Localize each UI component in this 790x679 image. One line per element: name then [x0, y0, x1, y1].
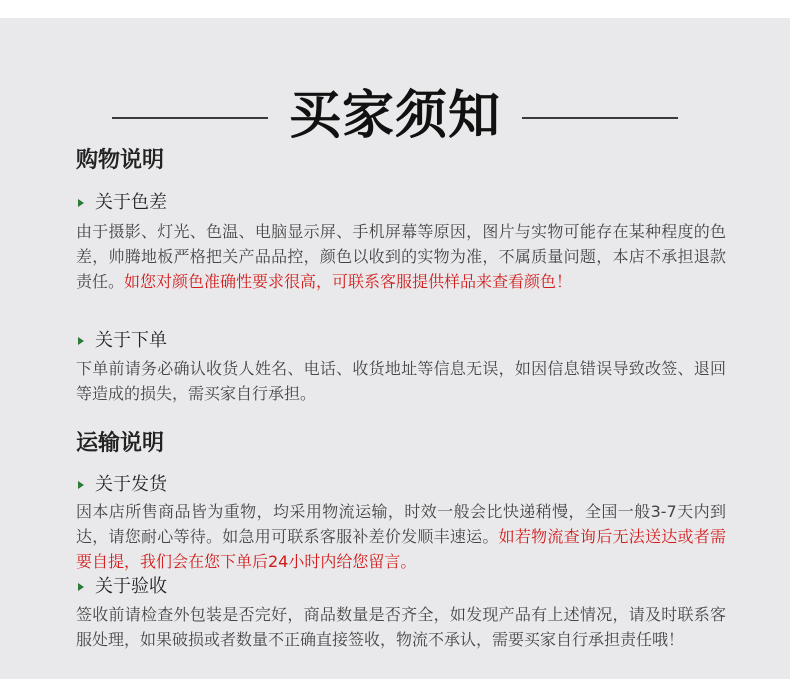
- bullet-triangle-icon: [78, 199, 84, 207]
- subheading-label: 关于验收: [95, 576, 167, 597]
- subheading-label: 关于下单: [95, 330, 167, 351]
- subheading-label: 关于色差: [95, 192, 167, 213]
- subheading-label: 关于发货: [95, 474, 167, 495]
- section-heading-shopping: 购物说明: [76, 148, 165, 173]
- subheading-order: [76, 328, 167, 354]
- bullet-triangle-icon: [78, 583, 84, 591]
- bullet-triangle-icon: [78, 337, 84, 345]
- page-title: 买家须知: [288, 86, 501, 146]
- paragraph-text: 因本店所售商品皆为重物，均采用物流运输，时效一般会比快递稍慢，全国一般3-7天内到达，请您耐心等待。如急用可联系客服补差价发顺丰速运。: [76, 502, 726, 546]
- subheading-delivery: [76, 472, 167, 498]
- paragraph-color-diff: [76, 219, 726, 294]
- subheading-acceptance: [76, 574, 167, 600]
- section-heading-shipping: 运输说明: [76, 431, 165, 456]
- paragraph-delivery: [76, 499, 726, 574]
- title-divider-right: [522, 117, 678, 119]
- paragraph-order: [76, 356, 726, 406]
- paragraph-acceptance: [76, 602, 726, 652]
- subheading-color-diff: [76, 190, 167, 216]
- highlight-text: 如您对颜色准确性要求很高，可联系客服提供样品来查看颜色！: [124, 272, 573, 291]
- highlight-text: 如若物流查询后无法送达或者需要自提，我们会在您下单后24小时内给您留言。: [76, 527, 726, 571]
- paragraph-text: 下单前请务必确认收货人姓名、电话、收货地址等信息无误，如因信息错误导致改签、退回等造成的损失，需买家自行承担。: [76, 359, 726, 403]
- paragraph-text: 由于摄影、灯光、色温、电脑显示屏、手机屏幕等原因，图片与实物可能存在某种程度的色差，帅腾地板严格把关产品品控，颜色以收到的实物为准，不属质量问题，本店不承担退款责任。: [76, 222, 726, 291]
- notice-panel: [0, 18, 790, 679]
- paragraph-text: 签收前请检查外包装是否完好，商品数量是否齐全，如发现产品有上述情况，请及时联系客服处理，如果破损或者数量不正确直接签收，物流不承认，需要买家自行承担责任哦！: [76, 605, 726, 649]
- bullet-triangle-icon: [78, 481, 84, 489]
- title-row: [0, 48, 790, 146]
- title-divider-left: [112, 117, 268, 119]
